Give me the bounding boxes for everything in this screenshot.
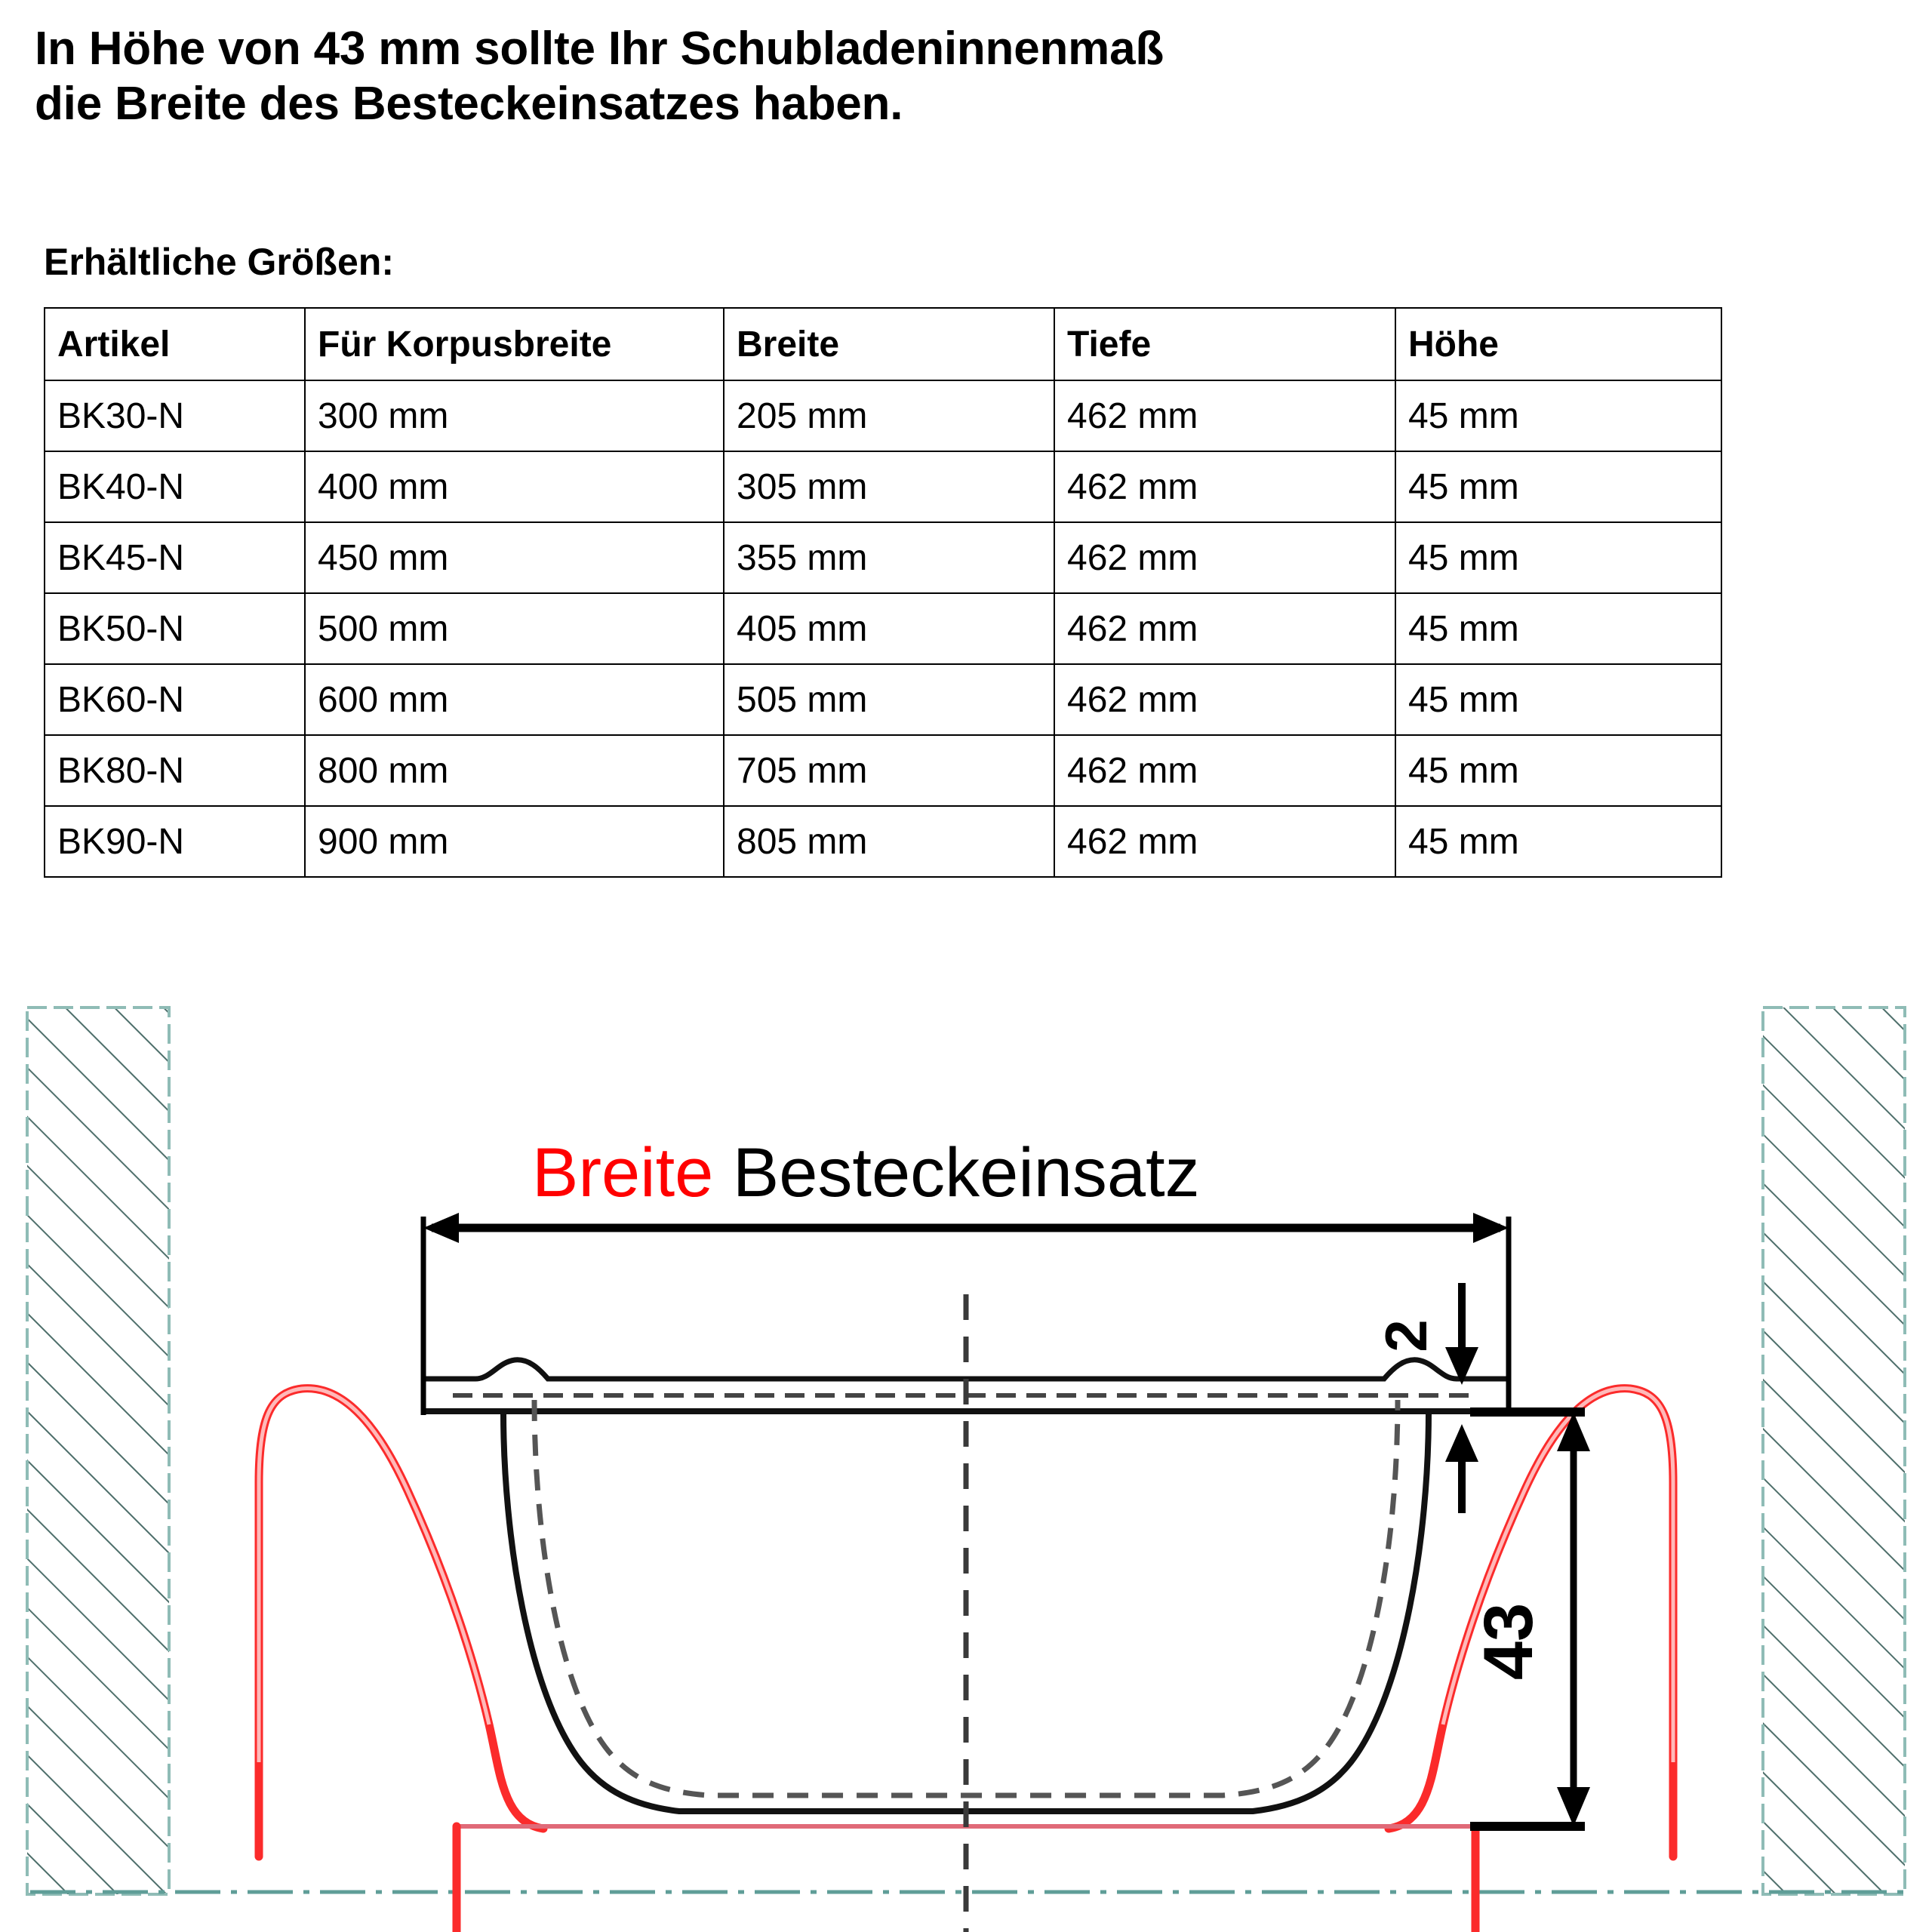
cell-breite: 405 mm <box>724 593 1054 664</box>
cell-tiefe: 462 mm <box>1054 735 1395 806</box>
cell-breite: 705 mm <box>724 735 1054 806</box>
cross-section-drawing <box>0 992 1932 1932</box>
cell-hoehe: 45 mm <box>1395 451 1721 522</box>
width-dimension-label <box>532 1134 1200 1211</box>
column-header-korpusbreite: Für Korpusbreite <box>305 308 724 380</box>
right-cabinet-wall <box>1763 1008 1905 1894</box>
table-row <box>45 806 1721 877</box>
table-row <box>45 380 1721 451</box>
left-cabinet-wall <box>27 1008 169 1894</box>
table-row <box>45 593 1721 664</box>
table-header-row <box>45 308 1721 380</box>
cell-breite: 355 mm <box>724 522 1054 593</box>
cell-breite: 805 mm <box>724 806 1054 877</box>
width-label-breite: Breite <box>532 1134 714 1211</box>
cell-hoehe: 45 mm <box>1395 593 1721 664</box>
cell-breite: 505 mm <box>724 664 1054 735</box>
cell-korpusbreite: 800 mm <box>305 735 724 806</box>
column-header-artikel: Artikel <box>45 308 305 380</box>
page-heading <box>35 21 1620 131</box>
table-row <box>45 735 1721 806</box>
table-row <box>45 451 1721 522</box>
cell-artikel: BK80-N <box>45 735 305 806</box>
right-drawer-side-highlight <box>1443 1389 1673 1762</box>
cell-artikel: BK40-N <box>45 451 305 522</box>
cell-tiefe: 462 mm <box>1054 664 1395 735</box>
column-header-tiefe: Tiefe <box>1054 308 1395 380</box>
cell-hoehe: 45 mm <box>1395 522 1721 593</box>
cell-artikel: BK60-N <box>45 664 305 735</box>
column-header-breite: Breite <box>724 308 1054 380</box>
width-label-besteckeinsatz: Besteckeinsatz <box>713 1134 1200 1211</box>
cell-korpusbreite: 500 mm <box>305 593 724 664</box>
cell-artikel: BK45-N <box>45 522 305 593</box>
heading-line-2: die Breite des Besteckeinsatzes haben. <box>35 78 903 131</box>
cell-korpusbreite: 400 mm <box>305 451 724 522</box>
cell-tiefe: 462 mm <box>1054 451 1395 522</box>
drawer-bottom-box <box>457 1826 1475 1932</box>
cell-tiefe: 462 mm <box>1054 380 1395 451</box>
cell-hoehe: 45 mm <box>1395 806 1721 877</box>
left-drawer-side-highlight <box>259 1389 489 1762</box>
table-row <box>45 522 1721 593</box>
cell-korpusbreite: 900 mm <box>305 806 724 877</box>
available-sizes-label: Erhältliche Größen: <box>44 241 394 283</box>
cell-korpusbreite: 450 mm <box>305 522 724 593</box>
cell-tiefe: 462 mm <box>1054 522 1395 593</box>
cell-korpusbreite: 300 mm <box>305 380 724 451</box>
cell-breite: 305 mm <box>724 451 1054 522</box>
column-header-hoehe: Höhe <box>1395 308 1721 380</box>
left-drawer-side-profile <box>259 1389 543 1857</box>
cell-artikel: BK30-N <box>45 380 305 451</box>
cell-breite: 205 mm <box>724 380 1054 451</box>
cell-hoehe: 45 mm <box>1395 380 1721 451</box>
cell-hoehe: 45 mm <box>1395 664 1721 735</box>
available-sizes-table <box>44 307 1722 878</box>
cell-artikel: BK50-N <box>45 593 305 664</box>
cell-hoehe: 45 mm <box>1395 735 1721 806</box>
heading-line-1: In Höhe von 43 mm sollte Ihr Schubladeninnenmaß <box>35 23 1164 75</box>
cell-tiefe: 462 mm <box>1054 806 1395 877</box>
thickness-value-label: 2 <box>1373 1319 1439 1352</box>
height-value-label: 43 <box>1470 1602 1547 1681</box>
cell-artikel: BK90-N <box>45 806 305 877</box>
cell-korpusbreite: 600 mm <box>305 664 724 735</box>
table-row <box>45 664 1721 735</box>
cell-tiefe: 462 mm <box>1054 593 1395 664</box>
